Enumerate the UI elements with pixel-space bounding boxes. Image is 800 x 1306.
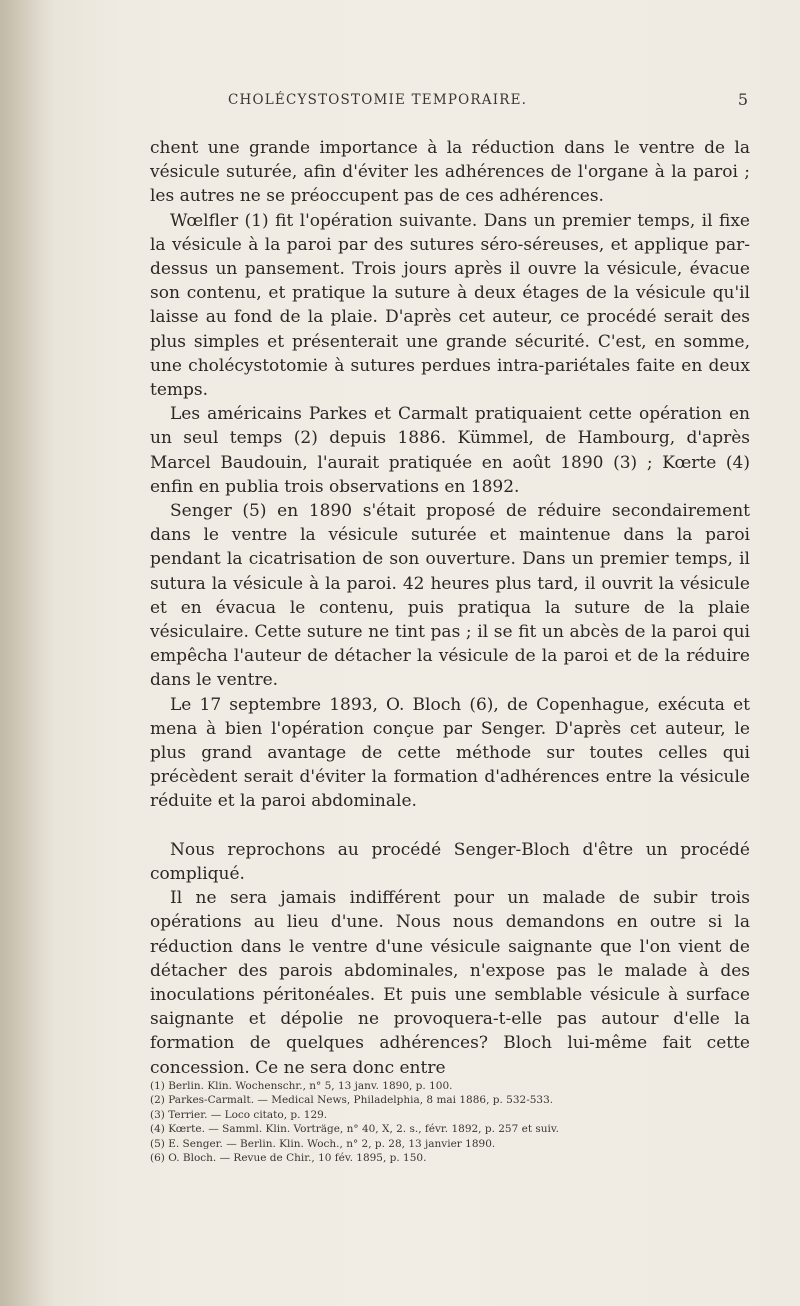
footnote: (1) Berlin. Klin. Wochenschr., n° 5, 13 janv. 1890, p. 100.: [150, 1080, 453, 1092]
paragraph-4: Senger (5) en 1890 s'était proposé de réduire secondairement dans le ventre la vésicule suturée et maintenue dans la paroi pendant la cicatrisation de son ouverture. Dans un premier temps, il sutura la vésicule à la paroi. 42 heures plus tard, il ouvrit la vésicule et en évacua le contenu, puis pratiqua la suture de la plaie vésiculaire. Cette suture ne tint pas ; il se fit un abcès de la paroi qui empêcha l'auteur de détacher la vésicule de la paroi et de la réduire dans le ventre.: [150, 501, 750, 691]
running-title: CHOLÉCYSTOSTOMIE TEMPORAIRE.: [228, 92, 528, 108]
main-text: [150, 136, 750, 1080]
footnote: (6) O. Bloch. — Revue de Chir., 10 fév. 1895, p. 150.: [150, 1152, 427, 1165]
footnote: (4) Kœrte. — Samml. Klin. Vorträge, n° 40, X, 2. s., févr. 1892, p. 257 et suiv.: [150, 1123, 559, 1136]
paragraph-1: chent une grande importance à la réduction dans le ventre de la vésicule suturée, afin d'éviter les adhérences de l'organe à la paroi ; les autres ne se préoccupent pas de ces adhérences.: [150, 138, 750, 207]
footnote: (3) Terrier. — Loco citato, p. 129.: [150, 1108, 328, 1121]
footnote: (2) Parkes-Carmalt. — Medical News, Philadelphia, 8 mai 1886, p. 532-533.: [150, 1094, 554, 1107]
paragraph-5: Le 17 septembre 1893, O. Bloch (6), de Copenhague, exécuta et mena à bien l'opération conçue par Senger. D'après cet auteur, le plus grand avantage de cette méthode sur toutes celles qui précèdent serait d'éviter la formation d'adhérences entre la vésicule réduite et la paroi abdominale.: [150, 694, 750, 812]
footnote: (5) E. Senger. — Berlin. Klin. Woch., n° 2, p. 28, 13 janvier 1890.: [150, 1137, 496, 1150]
page-number: 5: [737, 90, 748, 109]
paragraph-3: Les américains Parkes et Carmalt pratiquaient cette opération en un seul temps (2) depuis 1886. Kümmel, de Hambourg, d'après Marcel Baudouin, l'aurait pratiquée en août 1890 (3) ; Kœrte (4) enfin en publia trois observations en 1892.: [150, 404, 750, 497]
page-header: [228, 92, 748, 116]
footnotes: [150, 1079, 750, 1165]
page-edge-shadow: [0, 0, 55, 1306]
paragraph-6: Nous reprochons au procédé Senger-Bloch d'être un procédé compliqué.: [150, 839, 750, 884]
paragraph-2: Wœlfler (1) fit l'opération suivante. Dans un premier temps, il fixe la vésicule à la paroi par des sutures séro-séreuses, et applique par-dessus un pansement. Trois jours après il ouvre la vésicule, évacue son contenu, et pratique la suture à deux étages de la vésicule qu'il laisse au fond de la plaie. D'après cet auteur, ce procédé serait des plus simples et présenterait une grande sécurité. C'est, en somme, une cholécystotomie à sutures perdues intra-pariétales faite en deux temps.: [150, 210, 750, 401]
paragraph-7: Il ne sera jamais indifférent pour un malade de subir trois opérations au lieu d'une. Nous nous demandons en outre si la réduction dans le ventre d'une vésicule saignante que l'on vient de détacher des parois abdominales, n'expose pas le malade à des inoculations péritonéales. Et puis une semblable vésicule à surface saignante et dépolie ne provoquera-t-elle pas autour d'elle la formation de quelques adhérences? Bloch lui-même fait cette concession. Ce ne sera donc entre: [150, 888, 750, 1078]
